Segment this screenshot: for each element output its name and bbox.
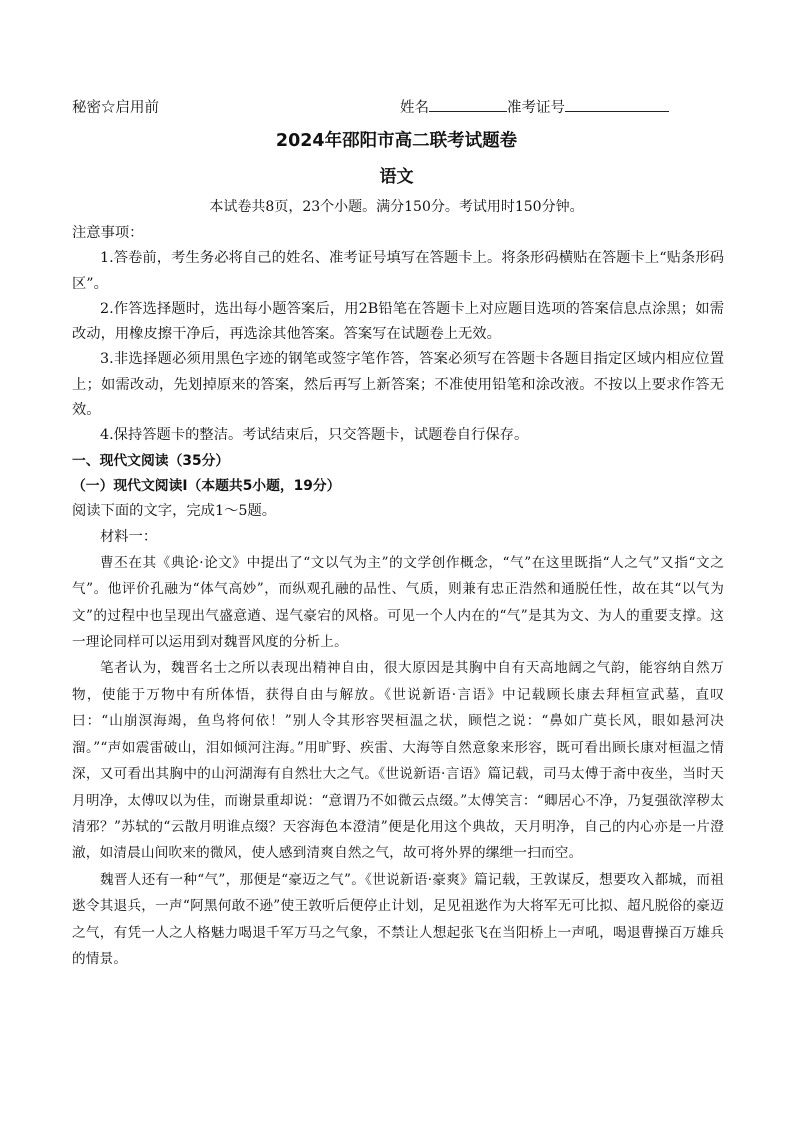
notice-item: 2.作答选择题时，选出每小题答案后，用2B铅笔在答题卡上对应题目选项的答案信息点涂黑；如需改动，用橡皮擦干净后，再选涂其他答案。答案写在试题卷上无效。: [72, 300, 724, 343]
material-paragraph: 魏晋人还有一种“气”，那便是“豪迈之气”。《世说新语·豪爽》篇记载，王敦谋反，想要攻入都城，而祖逖令其退兵，一声“阿黑何敢不逊”使王敦听后便停止计划，足见祖逖作为大将军无可比拟、超凡脱俗的豪迈之气，有凭一人之人格魅力喝退千军万马之气象，不禁让人想起张飞在当阳桥上一声吼，喝退曹操百万雄兵的情景。: [72, 871, 724, 967]
confidential-label: 秘密☆启用前: [72, 100, 159, 116]
exam-body: [72, 221, 724, 972]
notice-item: 3.非选择题必须用黑色字迹的钢笔或签字笔作答，答案必须写在答题卡各题目指定区域内相应位置上；如需改动，先划掉原来的答案，然后再写上新答案；不准使用铅笔和涂改液。不按以上要求作答无效。: [72, 351, 724, 419]
notice-item: 1.答卷前，考生务必将自己的姓名、准考证号填写在答题卡上。将条形码横贴在答题卡上“贴条形码区”。: [72, 250, 724, 292]
candidate-fields: [400, 96, 669, 117]
material-paragraph: 笔者认为，魏晋名士之所以表现出精神自由，很大原因是其胸中自有天高地阔之气韵，能容纳自然万物，使能于万物中有所体悟，获得自由与解放。《世说新语·言语》中记载顾长康去拜桓宣武墓，直叹曰：“山崩溟海竭，鱼鸟将何依！”别人令其形容哭桓温之状，顾恺之说：“鼻如广莫长风，眼如悬河决溜。”“声如震雷破山，泪如倾河注海。”用旷野、疾雷、大海等自然意象来形容，既可看出顾长康对桓温之情深，又可看出其胸中的山河湖海有自然壮大之气。《世说新语·言语》篇记载，司马太傅于斋中夜坐，当时天月明净，太傅叹以为佳，而谢景重却说：“意谓乃不如微云点缀。”太傅笑言：“卿居心不净，乃复强欲滓秽太清邪？”苏轼的“云散月明谁点缀？天容海色本澄清”便是化用这个典故，天月明净，自己的内心亦是一片澄澈，如清晨山间吹来的微风，使人感到清爽自然之气，故可将外界的缧绁一扫而空。: [72, 660, 724, 862]
subject-title: 语文: [379, 167, 414, 187]
name-label: 姓名: [400, 100, 429, 116]
name-blank[interactable]: [429, 97, 507, 112]
notice-heading: 注意事项：: [72, 225, 144, 241]
subsection-heading: （一）现代文阅读Ⅰ（本题共5小题，19分）: [72, 477, 341, 494]
header-line: [72, 96, 721, 118]
material-label: 材料一：: [100, 528, 158, 545]
notice-item: 4.保持答题卡的整洁。考试结束后，只交答题卡，试题卷自行保存。: [100, 427, 529, 444]
id-blank[interactable]: [565, 97, 669, 112]
section-heading: 一、现代文阅读（35分）: [72, 452, 230, 469]
id-label: 准考证号: [507, 100, 565, 116]
material-paragraph: 曹丕在其《典论·论文》中提出了“文以气为主”的文学创作概念，“气”在这里既指“人之气”又指“文之气”。他评价孔融为“体气高妙”，而纵观孔融的品性、气质，则兼有忠正浩然和通脱任性，故在其“以气为文”的过程中也呈现出气盛意遒、逞气豪宕的风格。可见一个人内在的“气”是其为文、为人的重要支撑。这一理论同样可以运用到对魏晋风度的分析上。: [72, 554, 724, 651]
exam-description: 本试卷共8页，23个小题。满分150分。考试用时150分钟。: [209, 199, 584, 215]
reading-instruction: 阅读下面的文字，完成1～5题。: [72, 503, 277, 520]
exam-title: 2024年邵阳市高二联考试题卷: [275, 131, 518, 151]
